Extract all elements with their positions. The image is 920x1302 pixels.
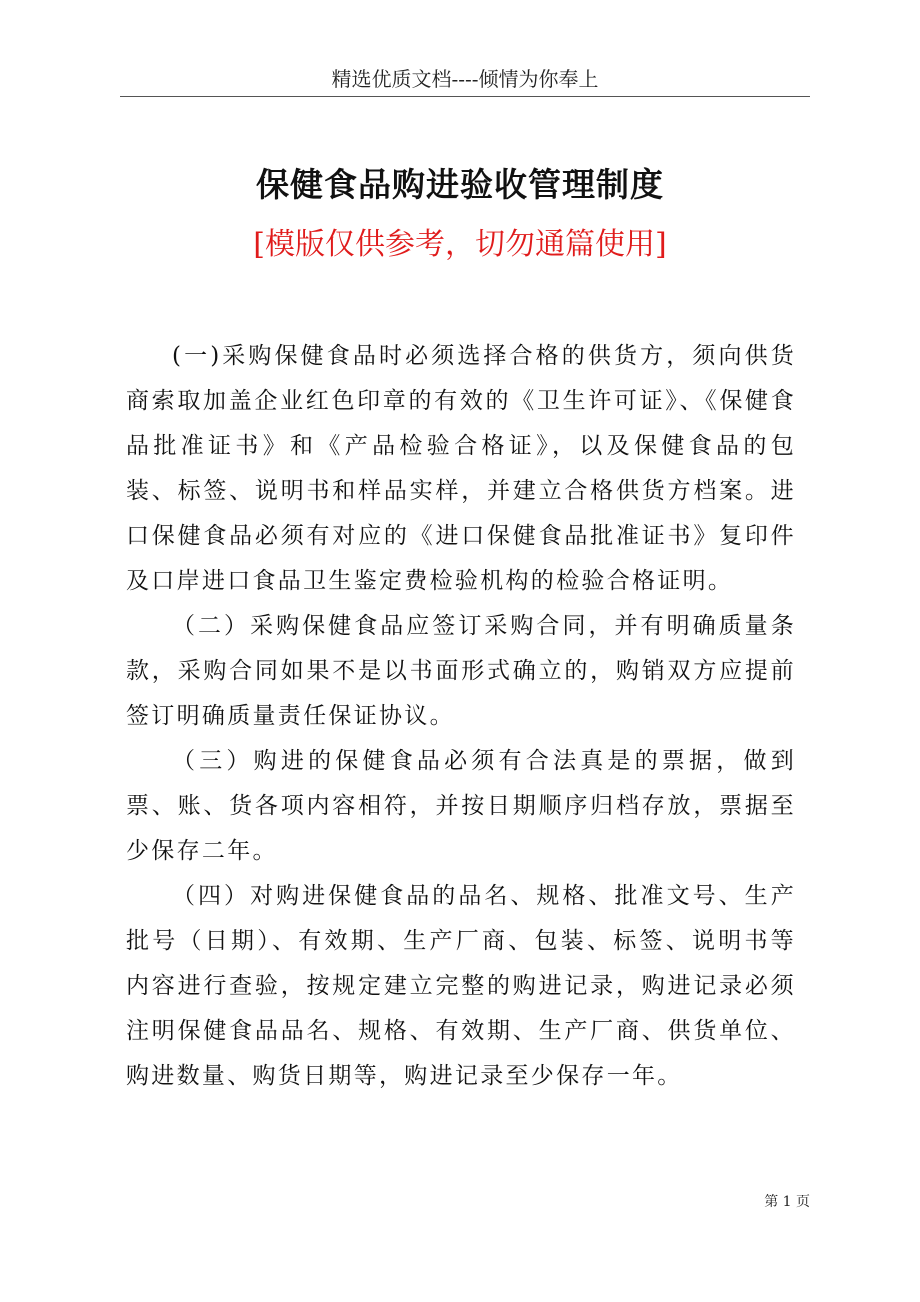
paragraph-4: （四）对购进保健食品的品名、规格、批准文号、生产批号（日期）、有效期、生产厂商、包装、标签、说明书等内容进行查验，按规定建立完整的购进记录，购进记录必须注明保健食品品名、规格、有效期、生产厂商、供货单位、购进数量、购货日期等，购进记录至少保存一年。 bbox=[126, 883, 796, 1089]
document-body bbox=[126, 334, 796, 1099]
header-text: 精选优质文档----倾情为你奉上 bbox=[331, 67, 599, 91]
document-title: 保健食品购进验收管理制度 bbox=[256, 165, 664, 204]
page-number: 第 1 页 bbox=[764, 1194, 810, 1210]
paragraph-2: （二）采购保健食品应签订采购合同，并有明确质量条款，采购合同如果不是以书面形式确立的，购销双方应提前签订明确质量责任保证协议。 bbox=[126, 613, 796, 729]
document-subtitle: [模版仅供参考，切勿通篇使用] bbox=[253, 227, 667, 262]
paragraph-3: （三）购进的保健食品必须有合法真是的票据，做到票、账、货各项内容相符，并按日期顺序归档存放，票据至少保存二年。 bbox=[126, 748, 796, 864]
page-header bbox=[120, 62, 810, 97]
paragraph-1: (一)采购保健食品时必须选择合格的供货方，须向供货商索取加盖企业红色印章的有效的《卫生许可证》、《保健食品批准证书》和《产品检验合格证》，以及保健食品的包装、标签、说明书和样品实样，并建立合格供货方档案。进口保健食品必须有对应的《进口保健食品批准证书》复印件及口岸进口食品卫生鉴定费检验机构的检验合格证明。 bbox=[126, 343, 796, 594]
